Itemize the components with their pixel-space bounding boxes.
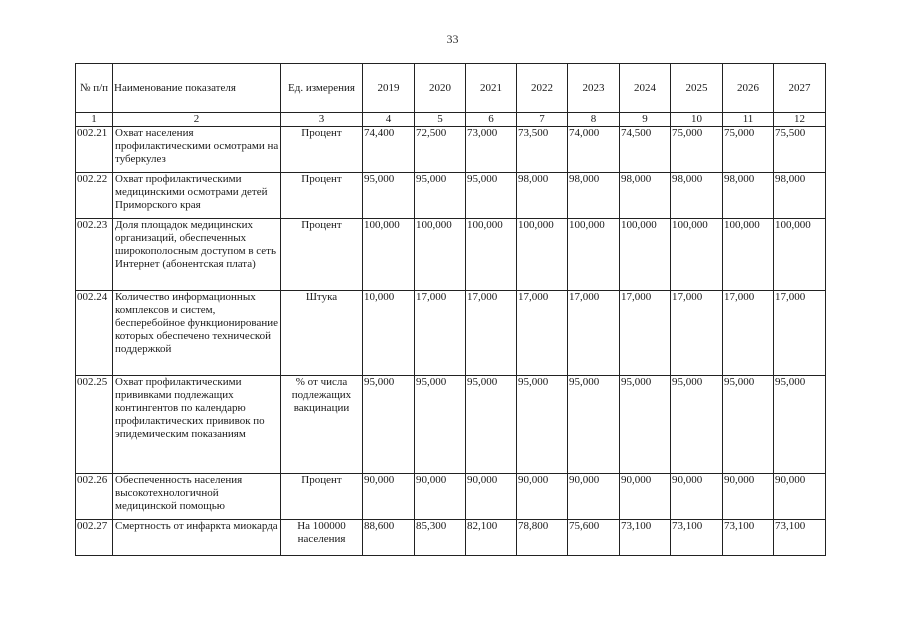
year-value: 75,500: [774, 127, 826, 173]
year-value: 17,000: [517, 291, 568, 376]
header-name: Наименование показателя: [113, 64, 281, 113]
year-value: 100,000: [466, 219, 517, 291]
table-row: [76, 173, 826, 219]
year-value: 100,000: [517, 219, 568, 291]
year-value: 74,000: [568, 127, 620, 173]
page-number: 33: [446, 32, 459, 46]
year-value: 82,100: [466, 520, 517, 556]
year-value: 17,000: [671, 291, 723, 376]
year-value: 95,000: [415, 376, 466, 474]
indicators-table: [75, 63, 826, 556]
year-value: 95,000: [620, 376, 671, 474]
column-number: 2: [113, 113, 281, 127]
table-row: [76, 291, 826, 376]
table-row: [76, 520, 826, 556]
row-code: 002.26: [76, 474, 113, 520]
column-number: 8: [568, 113, 620, 127]
year-value: 90,000: [568, 474, 620, 520]
year-value: 95,000: [466, 173, 517, 219]
header-year: 2024: [620, 64, 671, 113]
row-code: 002.25: [76, 376, 113, 474]
header-unit: Ед. измерения: [281, 64, 363, 113]
year-value: 98,000: [517, 173, 568, 219]
year-value: 100,000: [415, 219, 466, 291]
year-value: 75,000: [723, 127, 774, 173]
indicator-name: Охват профилактическими медицинскими осмотрами детей Приморского края: [113, 173, 281, 219]
year-value: 90,000: [671, 474, 723, 520]
year-value: 95,000: [466, 376, 517, 474]
row-code: 002.27: [76, 520, 113, 556]
year-value: 100,000: [774, 219, 826, 291]
year-value: 95,000: [517, 376, 568, 474]
year-value: 95,000: [415, 173, 466, 219]
indicator-name: Обеспеченность населения высокотехнологичной медицинской помощью: [113, 474, 281, 520]
header-year: 2022: [517, 64, 568, 113]
year-value: 17,000: [620, 291, 671, 376]
year-value: 90,000: [774, 474, 826, 520]
year-value: 90,000: [620, 474, 671, 520]
table-row: [76, 219, 826, 291]
header-year: 2023: [568, 64, 620, 113]
year-value: 98,000: [723, 173, 774, 219]
year-value: 100,000: [620, 219, 671, 291]
year-value: 90,000: [415, 474, 466, 520]
column-numbers-row: [76, 113, 826, 127]
column-number: 5: [415, 113, 466, 127]
header-year: 2026: [723, 64, 774, 113]
year-value: 73,100: [620, 520, 671, 556]
year-value: 75,000: [671, 127, 723, 173]
year-value: 98,000: [620, 173, 671, 219]
year-value: 88,600: [363, 520, 415, 556]
row-code: 002.23: [76, 219, 113, 291]
year-value: 10,000: [363, 291, 415, 376]
indicator-name: Доля площадок медицинских организаций, обеспеченных широкополосным доступом в сеть Интернет (абонентская плата): [113, 219, 281, 291]
unit-of-measure: На 100000 населения: [281, 520, 363, 556]
column-number: 1: [76, 113, 113, 127]
unit-of-measure: Процент: [281, 173, 363, 219]
year-value: 100,000: [568, 219, 620, 291]
indicator-name: Смертность от инфаркта миокарда: [113, 520, 281, 556]
header-year: 2019: [363, 64, 415, 113]
year-value: 72,500: [415, 127, 466, 173]
year-value: 95,000: [568, 376, 620, 474]
column-number: 12: [774, 113, 826, 127]
column-number: 10: [671, 113, 723, 127]
year-value: 90,000: [723, 474, 774, 520]
year-value: 98,000: [568, 173, 620, 219]
indicator-name: Охват населения профилактическими осмотрами на туберкулез: [113, 127, 281, 173]
row-code: 002.22: [76, 173, 113, 219]
year-value: 100,000: [723, 219, 774, 291]
column-number: 6: [466, 113, 517, 127]
year-value: 73,000: [466, 127, 517, 173]
column-number: 7: [517, 113, 568, 127]
unit-of-measure: Процент: [281, 127, 363, 173]
header-year: 2025: [671, 64, 723, 113]
column-number: 11: [723, 113, 774, 127]
year-value: 98,000: [671, 173, 723, 219]
header-year: 2020: [415, 64, 466, 113]
year-value: 85,300: [415, 520, 466, 556]
year-value: 95,000: [671, 376, 723, 474]
year-value: 17,000: [415, 291, 466, 376]
unit-of-measure: Штука: [281, 291, 363, 376]
year-value: 78,800: [517, 520, 568, 556]
header-num: № п/п: [76, 64, 113, 113]
column-number: 3: [281, 113, 363, 127]
year-value: 75,600: [568, 520, 620, 556]
table-row: [76, 127, 826, 173]
column-number: 9: [620, 113, 671, 127]
table-row: [76, 474, 826, 520]
unit-of-measure: Процент: [281, 474, 363, 520]
unit-of-measure: Процент: [281, 219, 363, 291]
year-value: 90,000: [363, 474, 415, 520]
column-number: 4: [363, 113, 415, 127]
table-row: [76, 376, 826, 474]
year-value: 98,000: [774, 173, 826, 219]
year-value: 17,000: [774, 291, 826, 376]
year-value: 74,400: [363, 127, 415, 173]
year-value: 17,000: [723, 291, 774, 376]
header-year: 2027: [774, 64, 826, 113]
year-value: 90,000: [466, 474, 517, 520]
indicator-name: Количество информационных комплексов и систем, бесперебойное функционирование которых обеспечено технической поддержкой: [113, 291, 281, 376]
unit-of-measure: % от числа подлежащих вакцинации: [281, 376, 363, 474]
year-value: 90,000: [517, 474, 568, 520]
year-value: 95,000: [774, 376, 826, 474]
year-value: 17,000: [568, 291, 620, 376]
year-value: 100,000: [363, 219, 415, 291]
header-year: 2021: [466, 64, 517, 113]
year-value: 100,000: [671, 219, 723, 291]
year-value: 74,500: [620, 127, 671, 173]
row-code: 002.24: [76, 291, 113, 376]
table-body: [76, 113, 826, 556]
indicator-name: Охват профилактическими прививками подлежащих контингентов по календарю профилактических прививок по эпидемическим показаниям: [113, 376, 281, 474]
row-code: 002.21: [76, 127, 113, 173]
year-value: 73,100: [671, 520, 723, 556]
year-value: 73,100: [774, 520, 826, 556]
year-value: 73,500: [517, 127, 568, 173]
year-value: 95,000: [723, 376, 774, 474]
table-header-row: [76, 64, 826, 113]
year-value: 17,000: [466, 291, 517, 376]
year-value: 73,100: [723, 520, 774, 556]
year-value: 95,000: [363, 376, 415, 474]
year-value: 95,000: [363, 173, 415, 219]
